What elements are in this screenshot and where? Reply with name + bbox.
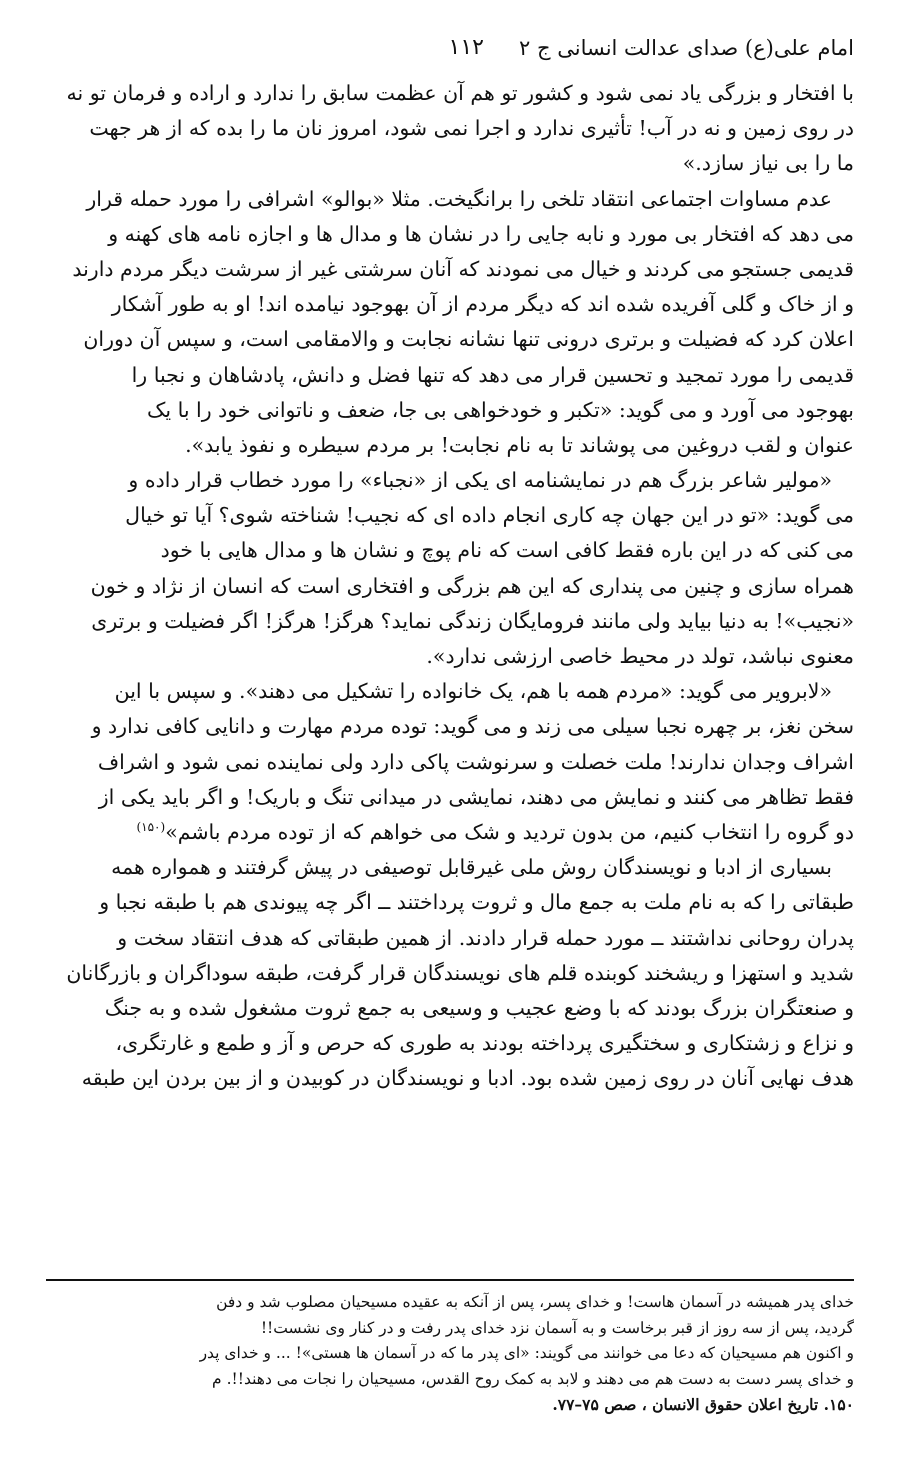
footnote-line: گردید، پس از سه روز از قبر برخاست و به آسمان نزد خدای پدر رفت و در کنار وی نشست!! <box>260 1318 854 1337</box>
text-line: و صنعتگران بزرگ بودند که با وضع عجیب و وسیعی به جمع ثروت مشغول شده و به جنگ <box>104 995 854 1020</box>
text-line: می کنی که در این باره فقط کافی است که نام پوچ و نشان ها و مدال هایی با خود <box>160 538 854 563</box>
text-line: می گوید: «تو در این جهان چه کاری انجام داده ای که نجیب! شناخته شوی؟ آیا تو خیال <box>125 503 854 528</box>
text-line: «مولیر شاعر بزرگ هم در نمایشنامه ای یکی از «نجباء» را مورد خطاب قرار داده و <box>128 468 832 493</box>
main-text <box>46 76 854 1096</box>
text-line: سخن نغز، بر چهره نجبا سیلی می زند و می گوید: توده مردم مهارت و دانایی کافی ندارد و <box>91 714 854 739</box>
text-line <box>46 815 854 850</box>
text-line: قدیمی را مورد تمجید و تحسین قرار می دهد که تنها فضل و دانش، پادشاهان و نجبا را <box>131 362 854 387</box>
running-header <box>46 28 854 68</box>
text-line: عدم مساوات اجتماعی انتقاد تلخی را برانگیخت. مثلا «بوالو» اشرافی را مورد حمله قرار <box>86 186 832 211</box>
text-line: اشراف وجدان ندارند! ملت خصلت و سرنوشت پاکی دارد ولی نماینده نمی شود و اشراف <box>97 749 854 774</box>
text-line: اعلان کرد که فضیلت و برتری درونی تنها نشانه نجابت و والامقامی است، و سپس آن دوران <box>83 327 854 352</box>
footnote-citation: ۱۵۰. تاریخ اعلان حقوق الانسان ، صص ۷۵–۷۷. <box>552 1395 854 1414</box>
text-line: با افتخار و بزرگی یاد نمی شود و کشور تو هم آن عظمت سابق را ندارد و اراده و فرمان تو نه <box>66 81 854 105</box>
text-line: و از خاک و گلی آفریده شده اند که دیگر مردم از آن بهوجود نیامده اند! او به طور آشکار <box>111 292 854 317</box>
page-number: ۱۱۲ <box>448 35 484 60</box>
footnote-divider <box>46 1279 854 1281</box>
book-title: امام علی(ع) صدای عدالت انسانی ج ۲ <box>519 36 854 60</box>
text-line: معنوی نباشد، تولد در محیط خاصی ارزشی ندارد». <box>426 644 854 668</box>
text-line: «نجیب»! به دنیا بیاید ولی مانند فرومایگان زندگی نماید؟ هرگز! هرگز! اگر فضیلت و برتری <box>91 608 854 633</box>
text-line: عنوان و لقب دروغین می پوشاند تا به نام نجابت! بر مردم سیطره و نفوذ یابد». <box>185 432 854 457</box>
text-line: در روی زمین و نه در آب! تأثیری ندارد و اجرا نمی شود، امروز نان ما را بده که از هر جهت <box>89 116 854 141</box>
footnote-reference: (۱۵۰) <box>136 820 166 835</box>
text-line: ما را بی نیاز سازد.» <box>682 151 854 176</box>
text-line: همراه سازی و چنین می پنداری که این هم بزرگی و افتخاری است که انسان از نژاد و خون <box>90 573 854 598</box>
footnote-line: و خدای پسر دست به دست هم می دهند و لابد به کمک روح القدس، مسیحیان را نجات می دهند!!. م <box>212 1369 854 1388</box>
text-line: می دهد که افتخار بی مورد و نابه جایی را در نشان ها و مدال ها و اجازه نامه های کهنه و <box>108 221 854 246</box>
text-line: طبقاتی را که به نام ملت به جمع مال و ثروت پرداختند ــ اگر چه پیوندی هم با طبقه نجبا و <box>99 890 854 915</box>
text-line: «لابرویر می گوید: «مردم همه با هم، یک خانواده را تشکیل می دهند». و سپس با این <box>114 679 832 704</box>
text-line: شدید و استهزا و ریشخند کوبنده قلم های نویسندگان قرار گرفت، طبقه سوداگران و بازرگانان <box>66 960 854 985</box>
text-line: پدران روحانی نداشتند ــ مورد حمله قرار دادند. از همین طبقاتی که هدف انتقاد سخت و <box>117 925 854 950</box>
text-line: قدیمی جستجو می کردند و خیال می نمودند که آنان سرشتی غیر از سرشت دیگر مردم دارند <box>72 256 854 281</box>
text-line: و نزاع و زشتکاری و سختگیری پرداخته بودند به طوری که حرص و آز و طمع و غارتگری، <box>115 1031 854 1056</box>
text-line-content: دو گروه را انتخاب کنیم، من بدون تردید و شک می خواهم که از توده مردم باشم» <box>165 819 854 844</box>
text-line: بسیاری از ادبا و نویسندگان روش ملی غیرقابل توصیفی در پیش گرفتند و همواره همه <box>111 855 832 880</box>
text-line: بهوجود می آورد و می گوید: «تکبر و خودخواهی بی جا، ضعف و ناتوانی خود را با یک <box>147 397 854 422</box>
footnotes <box>46 1290 854 1418</box>
footnote-line: و اکنون هم مسیحیان که دعا می خوانند می گویند: «ای پدر ما که در آسمان ها هستی»! ... و خدای پدر <box>199 1344 854 1362</box>
footnote-line: خدای پدر همیشه در آسمان هاست! و خدای پسر، پس از آنکه به عقیده مسیحیان مصلوب شد و دفن <box>216 1293 854 1311</box>
text-line: هدف نهایی آنان در روی زمین شده بود. ادبا و نویسندگان در کوبیدن و از بین بردن این طبقه <box>81 1066 854 1091</box>
text-line: فقط تظاهر می کنند و نمایش می دهند، نمایشی در میدانی تنگ و باریک! و اگر باید یکی از <box>98 784 854 809</box>
